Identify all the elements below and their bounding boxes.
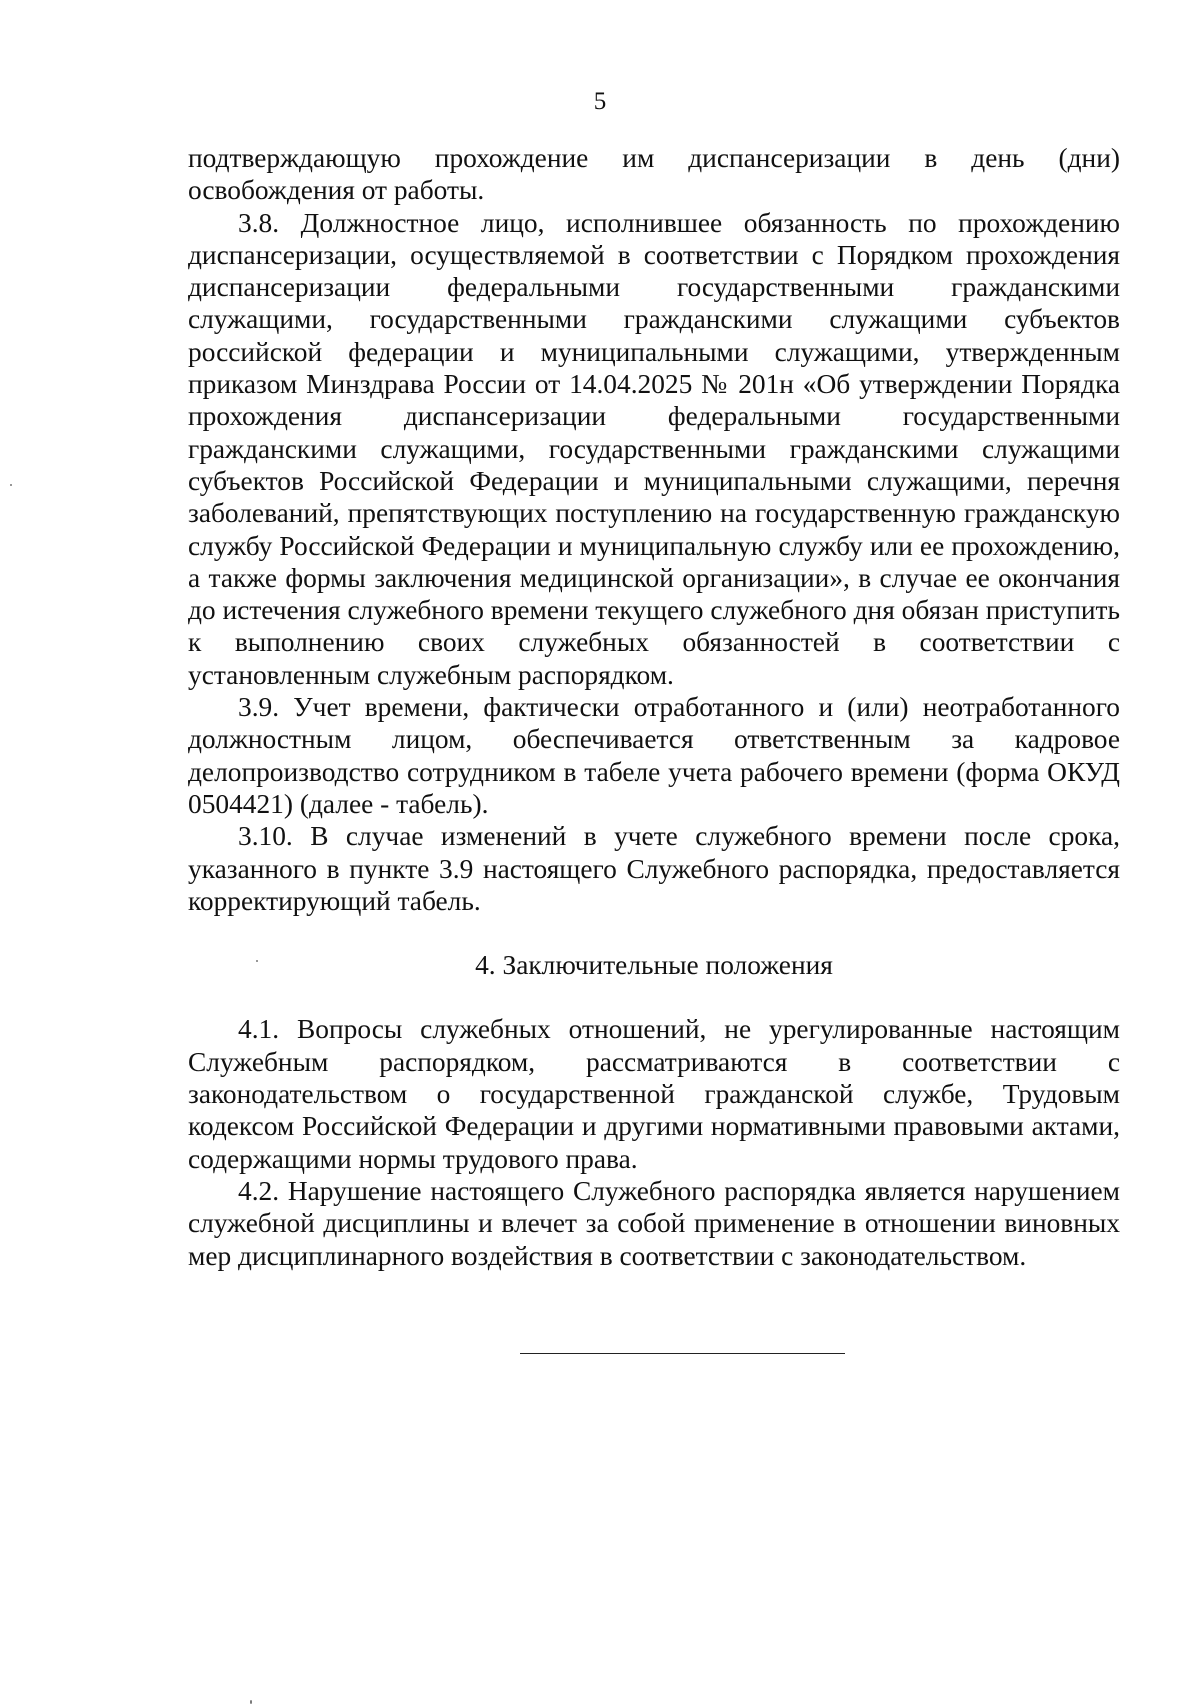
paragraph-4-1: 4.1. Вопросы служебных отношений, не урегулированные настоящим Служебным распорядком, рассматриваются в соответствии с законодательством о государственной гражданской службе, Трудовым кодексом Российской Федерации и другими нормативными правовыми актами, содержащими нормы трудового права. bbox=[188, 1014, 1120, 1174]
paragraph-continuation: подтверждающую прохождение им диспансеризации в день (дни) освобождения от работы. bbox=[188, 143, 1120, 206]
scan-speck bbox=[250, 1700, 252, 1704]
page-number: 5 bbox=[593, 88, 607, 115]
scan-speck bbox=[256, 960, 258, 962]
closing-rule bbox=[520, 1353, 845, 1354]
spacer bbox=[188, 981, 1120, 1013]
section-heading: 4. Заключительные положения bbox=[475, 950, 833, 981]
spacer bbox=[188, 917, 1120, 949]
paragraph-4-2: 4.2. Нарушение настоящего Служебного распорядка является нарушением служебной дисциплины и влечет за собой применение в отношении виновных мер дисциплинарного воздействия в соответствии с законодательством. bbox=[188, 1175, 1120, 1271]
scan-speck bbox=[10, 484, 12, 486]
document-body bbox=[188, 142, 1120, 1272]
paragraph-3-10: 3.10. В случае изменений в учете служебного времени после срока, указанного в пункте 3.9 настоящего Служебного распорядка, предоставляется корректирующий табель. bbox=[188, 821, 1120, 916]
paragraph-3-8: 3.8. Должностное лицо, исполнившее обязанность по прохождению диспансеризации, осуществляемой в соответствии с Порядком прохождения диспансеризации федеральными государственными гражданскими служащими, государственными гражданскими служащими субъектов российской федерации и муниципальными служащими, утвержденным приказом Минздрава России от 14.04.2025 № 201н «Об утверждении Порядка прохождения диспансеризации федеральными государственными гражданскими служащими, государственными гражданскими служащими субъектов Российской Федерации и муниципальными служащими, перечня заболеваний, препятствующих поступлению на государственную гражданскую службу Российской Федерации и муниципальную службу или ее прохождению, а также формы заключения медицинской организации», в случае ее окончания до истечения служебного времени текущего служебного дня обязан приступить к выполнению своих служебных обязанностей в соответствии с установленным служебным распорядком. bbox=[188, 207, 1120, 690]
paragraph-3-9: 3.9. Учет времени, фактически отработанного и (или) неотработанного должностным лицом, обеспечивается ответственным за кадровое делопроизводство сотрудником в табеле учета рабочего времени (форма ОКУД 0504421) (далее - табель). bbox=[188, 692, 1120, 819]
